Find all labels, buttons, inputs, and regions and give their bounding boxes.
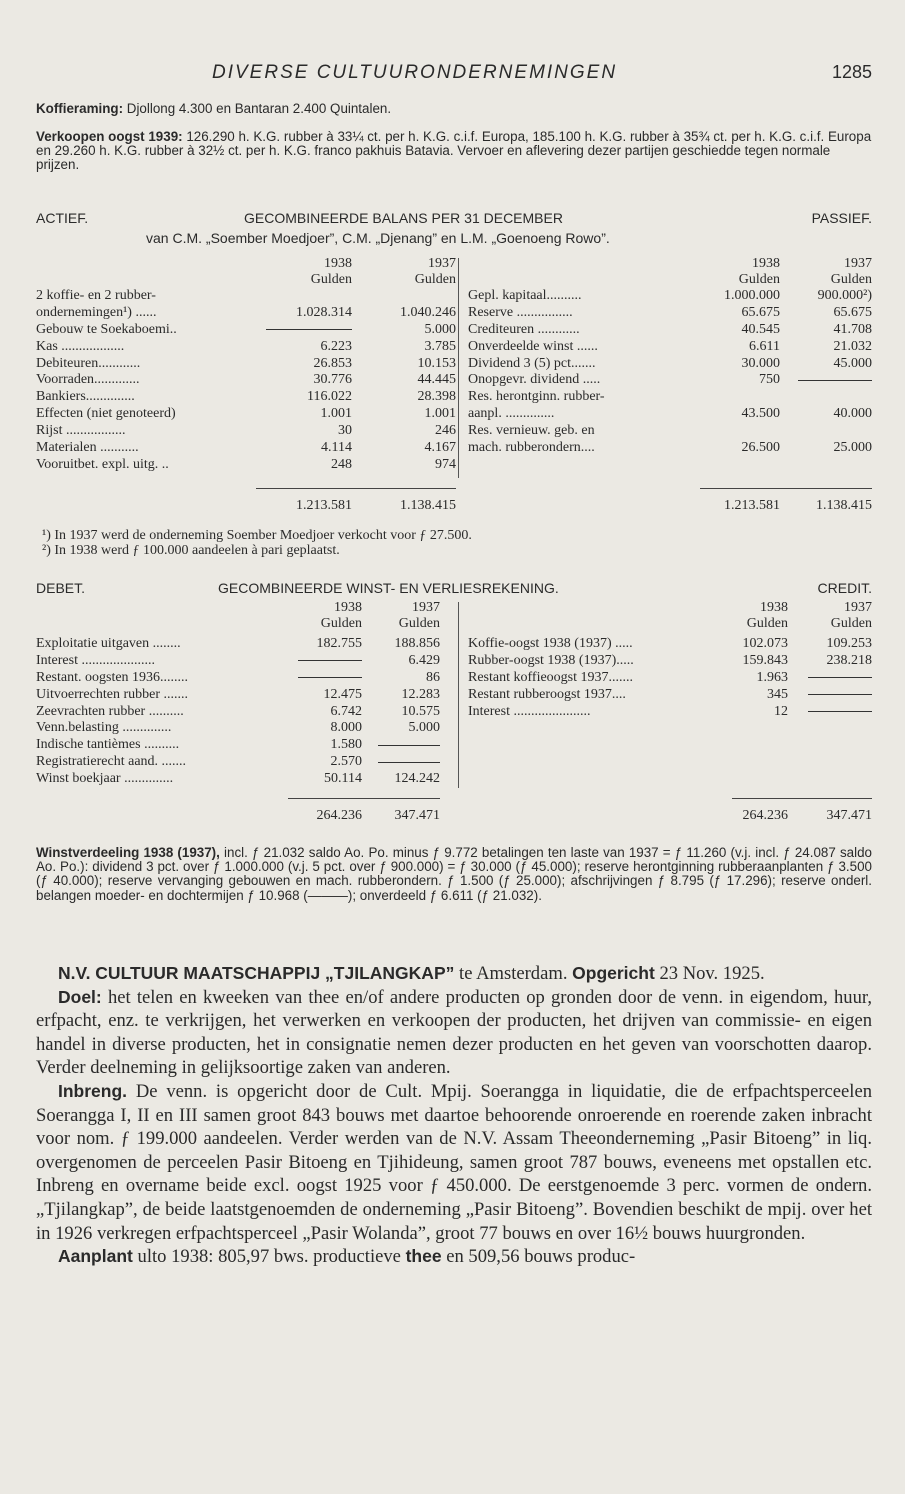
- row-value-v1: 50.114: [324, 771, 362, 787]
- debet-rows: [36, 636, 456, 788]
- actief-total-1937: 1.138.415: [400, 498, 456, 513]
- passief-head-1937: 1937 Gulden: [830, 256, 872, 287]
- aanplant-thee: thee: [405, 1246, 442, 1267]
- table-row: [36, 440, 456, 457]
- row-label: Reserve ................: [468, 304, 573, 320]
- row-value-v2: [368, 754, 440, 770]
- actief-rows: [36, 288, 456, 474]
- row-value-v2: 1.040.246: [400, 304, 456, 320]
- row-value-v2: 124.242: [394, 771, 440, 787]
- row-label: Voorraden.............: [36, 372, 140, 388]
- row-value-v1: 1.000.000: [724, 288, 780, 303]
- table-row: [36, 288, 456, 305]
- table-row: [468, 288, 872, 305]
- row-value-v1: 1.001: [320, 406, 352, 422]
- company-entry: [36, 962, 872, 1269]
- row-label: Restant. oogsten 1936........: [36, 669, 189, 685]
- row-value-v2: 974: [435, 456, 456, 472]
- row-label: Materialen ...........: [36, 440, 139, 456]
- row-value-v1: 248: [331, 456, 352, 472]
- row-value-v1: 1.580: [330, 737, 362, 753]
- debet-total-1937: 347.471: [394, 808, 440, 823]
- aanplant-label: Aanplant: [58, 1246, 133, 1267]
- row-value-v2: 10.575: [401, 703, 440, 719]
- row-value-v2: 44.445: [417, 372, 456, 388]
- row-value-v1: 750: [759, 372, 780, 388]
- row-label: Gebouw te Soekaboemi..: [36, 321, 177, 337]
- credit-total-1937: 347.471: [826, 808, 872, 823]
- page-number: 1285: [831, 62, 872, 82]
- row-label: Registratierecht aand. .......: [36, 754, 187, 770]
- row-value-v2: 4.167: [424, 440, 456, 456]
- row-value-v2: 6.429: [408, 652, 440, 668]
- doel-paragraph: [36, 986, 872, 1080]
- opgericht-date: 23 Nov. 1925.: [659, 963, 765, 984]
- koffie-raming: [36, 102, 872, 116]
- row-value-v1: 2.570: [330, 754, 362, 770]
- row-label: Crediteuren ............: [468, 321, 580, 337]
- passief-label: PASSIEF.: [811, 210, 872, 226]
- row-value-v2: 188.856: [394, 636, 440, 651]
- row-label: Uitvoerrechten rubber .......: [36, 686, 188, 702]
- company-heading: [36, 962, 872, 986]
- company-name: N.V. CULTUUR MAATSCHAPPIJ „TJILANGKAP”: [58, 963, 455, 983]
- passief-rows: [468, 288, 872, 457]
- row-value-v1: 6.742: [330, 703, 362, 719]
- opgericht-label: Opgericht: [572, 963, 655, 983]
- row-value-v1: 26.500: [741, 440, 780, 456]
- winstverdeeling-label: Winstverdeeling 1938 (1937),: [36, 845, 220, 860]
- row-value-v1: 8.000: [330, 720, 362, 736]
- table-row: [468, 636, 872, 653]
- row-value-v1: 1.963: [756, 669, 788, 685]
- row-label: Rijst .................: [36, 423, 126, 439]
- row-label: Debiteuren............: [36, 355, 141, 371]
- row-value-v2: 25.000: [833, 440, 872, 456]
- table-row: [36, 687, 456, 704]
- table-row: [36, 754, 456, 771]
- table-row: [468, 372, 872, 389]
- row-label: ondernemingen¹) ......: [36, 304, 157, 320]
- table-row: [36, 771, 456, 788]
- row-label: Winst boekjaar ..............: [36, 771, 174, 787]
- table-row: [468, 305, 872, 322]
- company-place: te Amsterdam.: [459, 963, 568, 984]
- table-row: [36, 389, 456, 406]
- row-label: Onopgevr. dividend .....: [468, 372, 601, 388]
- row-label: Dividend 3 (5) pct.......: [468, 355, 596, 371]
- table-row: [36, 406, 456, 423]
- row-label: Restant koffieoogst 1937.......: [468, 669, 634, 685]
- row-label: Restant rubberoogst 1937....: [468, 686, 626, 702]
- table-row: [468, 389, 872, 406]
- aanplant-post: en 509,56 bouws produc-: [446, 1246, 636, 1268]
- aanplant-pre: ulto 1938: 805,97 bws. productieve: [137, 1246, 401, 1268]
- actief-total-1938: 1.213.581: [296, 498, 352, 513]
- table-row: [36, 305, 456, 322]
- row-label: Onverdeelde winst ......: [468, 338, 598, 354]
- row-value-v1: 30: [338, 423, 352, 439]
- koffie-text: Djollong 4.300 en Bantaran 2.400 Quintalen.: [126, 101, 392, 116]
- balans-notes: [36, 528, 872, 558]
- winstverdeeling: [36, 846, 872, 903]
- row-value-v2: 40.000: [833, 406, 872, 422]
- row-label: Vooruitbet. expl. uitg. ..: [36, 456, 169, 472]
- row-label: Interest ......................: [468, 703, 591, 719]
- balans-table: [36, 256, 872, 520]
- running-title: DIVERSE CULTUURONDERNEMINGEN: [212, 62, 618, 83]
- row-label: Zeevrachten rubber ..........: [36, 703, 184, 719]
- table-row: [36, 720, 456, 737]
- table-row: [36, 372, 456, 389]
- row-value-v2: 5.000: [408, 720, 440, 736]
- row-label: Exploitatie uitgaven ........: [36, 636, 181, 651]
- row-label: Interest .....................: [36, 652, 155, 668]
- table-row: [36, 322, 456, 339]
- table-row: [36, 356, 456, 373]
- row-value-v1: [288, 653, 362, 669]
- actief-total-rule: [256, 488, 456, 489]
- table-row: [468, 704, 872, 721]
- passief-total-rule: [700, 488, 872, 489]
- table-row: [36, 670, 456, 687]
- row-label: Venn.belasting ..............: [36, 720, 172, 736]
- winst-table: [36, 600, 872, 830]
- row-value-v2: 3.785: [424, 338, 456, 354]
- row-value-v1: 26.853: [313, 355, 352, 371]
- note-1: ¹) In 1937 werd de onderneming Soember Moedjoer verkocht voor ƒ 27.500.: [42, 528, 472, 543]
- row-label: Effecten (niet genoteerd): [36, 406, 176, 422]
- table-row: [468, 687, 872, 704]
- koffie-label: Koffieraming:: [36, 101, 124, 116]
- table-row: [36, 737, 456, 754]
- table-row: [468, 406, 872, 423]
- debet-head-1937: 1937 Gulden: [398, 600, 440, 631]
- table-row: [36, 339, 456, 356]
- winst-divider: [458, 602, 459, 788]
- table-row: [468, 322, 872, 339]
- table-row: [36, 653, 456, 670]
- winstverdeeling-text: incl. ƒ 21.032 saldo Ao. Po. minus ƒ 9.772 betalingen ten laste van 1937 = ƒ 11.260 (v.j. incl. ƒ 24.087 saldo Ao. Po.): dividend 3 pct. over ƒ 1.000.000 (v.j. 5 pct. over ƒ 900.000) = ƒ 30.000 (ƒ 45.000); reserve herontginning rubberaanplanten ƒ 3.500 (ƒ 40.000); reserve vervanging gebouwen en mach. rubberondern. ƒ 1.500 (ƒ 25.000); afschrijvingen ƒ 8.795 (ƒ 17.296); reserve onderl. belangen moeder- en dochtermijen ƒ 10.968 (———); onverdeeld ƒ 6.611 (ƒ 21.032).: [36, 845, 872, 903]
- balans-title: GECOMBINEERDE BALANS PER 31 DECEMBER: [244, 210, 563, 226]
- passief-total-1937: 1.138.415: [816, 498, 872, 513]
- row-label: Gepl. kapitaal..........: [468, 288, 582, 303]
- row-value-v2: 45.000: [833, 355, 872, 371]
- row-value-v2: [788, 372, 872, 388]
- row-value-v2: 12.283: [401, 686, 440, 702]
- table-row: [468, 670, 872, 687]
- row-value-v1: 30.000: [741, 355, 780, 371]
- row-label: Bankiers..............: [36, 389, 135, 405]
- row-value-v1: 1.028.314: [296, 304, 352, 320]
- row-label: Indische tantièmes ..........: [36, 737, 180, 753]
- row-label: mach. rubberondern....: [468, 440, 595, 456]
- aanplant-paragraph: [36, 1245, 872, 1269]
- row-value-v2: [798, 704, 872, 720]
- debet-total-rule: [288, 798, 440, 799]
- row-value-v2: 5.000: [424, 321, 456, 337]
- verkoopen-oogst: [36, 130, 872, 173]
- verkoopen-label: Verkoopen oogst 1939:: [36, 129, 183, 144]
- actief-head-1938: 1938 Gulden: [310, 256, 352, 287]
- row-value-v1: 6.611: [749, 338, 780, 354]
- row-value-v2: 109.253: [826, 636, 872, 651]
- row-value-v1: 12: [774, 703, 788, 719]
- row-value-v2: 65.675: [833, 304, 872, 320]
- row-value-v2: 10.153: [417, 355, 456, 371]
- row-value-v1: 4.114: [321, 440, 352, 456]
- row-label: Rubber-oogst 1938 (1937).....: [468, 652, 634, 668]
- debet-head-1938: 1938 Gulden: [320, 600, 362, 631]
- credit-label: CREDIT.: [817, 580, 872, 596]
- balans-subtitle: van C.M. „Soember Moedjoer”, C.M. „Djenang” en L.M. „Goenoeng Rowo”.: [146, 230, 610, 246]
- row-value-v1: 116.022: [307, 389, 352, 405]
- row-value-v1: 102.073: [742, 636, 788, 651]
- row-value-v1: [256, 322, 352, 338]
- verkoopen-text: 126.290 h. K.G. rubber à 33¼ ct. per h. K.G. c.i.f. Europa, 185.100 h. K.G. rubber à 35¾ ct. per h. K.G. c.i.f. Europa en 29.260 h. K.G. rubber à 32½ ct. per h. K.G. franco pakhuis Batavia. Vervoer en aflevering dezer partijen geschiedde tegen normale prijzen.: [36, 129, 872, 173]
- row-value-v2: 21.032: [833, 338, 872, 354]
- row-value-v2: 41.708: [833, 321, 872, 337]
- row-value-v1: 159.843: [742, 652, 788, 668]
- row-value-v2: 238.218: [826, 652, 872, 668]
- credit-total-1938: 264.236: [742, 808, 788, 823]
- table-row: [468, 653, 872, 670]
- row-label: 2 koffie- en 2 rubber-: [36, 288, 156, 303]
- note-2: ²) In 1938 werd ƒ 100.000 aandeelen à pari geplaatst.: [42, 543, 340, 558]
- passief-head-1938: 1938 Gulden: [738, 256, 780, 287]
- actief-label: ACTIEF.: [36, 210, 89, 226]
- actief-head-1937: 1937 Gulden: [414, 256, 456, 287]
- row-value-v2: [798, 687, 872, 703]
- row-label: Res. vernieuw. geb. en: [468, 423, 595, 439]
- row-value-v2: 28.398: [417, 389, 456, 405]
- doel-text: het telen en kweeken van thee en/of andere producten op gronden door de venn. in eigendom, huur, erfpacht, enz. te verkrijgen, het verwerken en verkoopen der producten, het drijven van commissie- en eigen handel in diverse producten, het in consignatie nemen dezer producten en het geven van voorschotten daarop. Verder deelneming in gelijksoortige zaken van anderen.: [36, 986, 872, 1079]
- debet-total-1938: 264.236: [316, 808, 362, 823]
- inbreng-label: Inbreng.: [58, 1080, 128, 1101]
- table-row: [468, 356, 872, 373]
- inbreng-paragraph: [36, 1080, 872, 1245]
- row-label: Res. herontginn. rubber-: [468, 389, 605, 405]
- row-value-v1: 40.545: [741, 321, 780, 337]
- table-row: [36, 423, 456, 440]
- debet-label: DEBET.: [36, 580, 86, 596]
- row-value-v1: 30.776: [313, 372, 352, 388]
- table-row: [468, 339, 872, 356]
- credit-rows: [468, 636, 872, 720]
- row-value-v2: 246: [435, 423, 456, 439]
- balans-heading: [36, 210, 872, 228]
- winst-title: GECOMBINEERDE WINST- EN VERLIESREKENING.: [218, 580, 559, 596]
- row-value-v1: 345: [767, 686, 788, 702]
- row-value-v1: 182.755: [316, 636, 362, 651]
- table-row: [36, 704, 456, 721]
- row-value-v2: [368, 737, 440, 753]
- row-value-v2: 900.000²): [817, 288, 872, 303]
- row-label: Kas ..................: [36, 338, 125, 354]
- row-value-v2: 86: [426, 669, 440, 685]
- balans-subtitle-row: [36, 230, 872, 248]
- table-row: [468, 440, 872, 457]
- row-value-v2: [798, 670, 872, 686]
- credit-total-rule: [732, 798, 872, 799]
- table-row: [36, 636, 456, 653]
- row-value-v1: 43.500: [741, 406, 780, 422]
- running-header: [32, 62, 872, 88]
- row-label: aanpl. ..............: [468, 406, 555, 422]
- inbreng-text: De venn. is opgericht door de Cult. Mpij. Soerangga in liquidatie, die de erfpachtsperceelen Soerangga I, II en III samen groot 843 bouws met daartoe behoorende onroerende en roerende zaken inbracht voor nom. ƒ 199.000 aandeelen. Verder werden van de N.V. Assam Theeonderneming „Pasir Bitoeng” in liq. overgenomen de perceelen Pasir Bitoeng en Tjihideung, samen groot 787 bouws, eveneens met opstallen etc. Inbreng en overname beide excl. oogst 1925 voor ƒ 450.000. De eerstgenoemde 3 perc. vormen de ondern. „Tjilangkap”, de beide laatstgenoemden de onderneming „Pasir Bitoeng”. Bovendien beschikt de mpij. over het in 1926 verkregen erfpachtsperceel „Pasir Wolanda”, groot 77 bouws en over 16½ bouws huurgronden.: [36, 1080, 872, 1244]
- row-value-v1: 65.675: [741, 304, 780, 320]
- row-value-v1: [288, 670, 362, 686]
- row-label: Koffie-oogst 1938 (1937) .....: [468, 636, 633, 651]
- row-value-v2: 1.001: [424, 406, 456, 422]
- row-value-v1: 12.475: [323, 686, 362, 702]
- balans-divider: [458, 258, 459, 478]
- row-value-v1: 6.223: [320, 338, 352, 354]
- doel-label: Doel:: [58, 986, 102, 1007]
- passief-total-1938: 1.213.581: [724, 498, 780, 513]
- table-row: [36, 457, 456, 474]
- credit-head-1938: 1938 Gulden: [746, 600, 788, 631]
- winst-heading: [36, 580, 872, 598]
- table-row: [468, 423, 872, 440]
- credit-head-1937: 1937 Gulden: [830, 600, 872, 631]
